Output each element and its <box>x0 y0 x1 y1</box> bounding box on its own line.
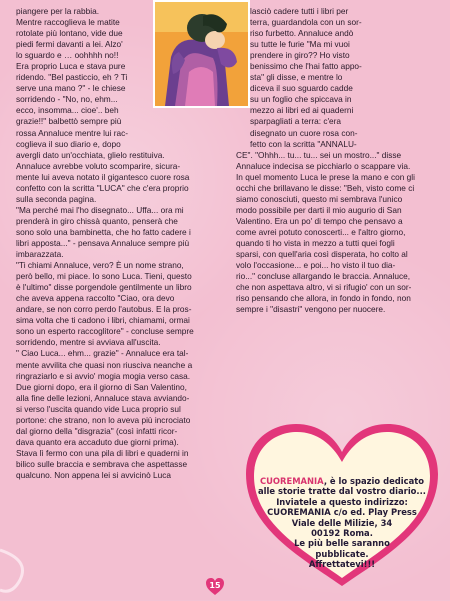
text-line: che non aspettava altro, vi si rifugio' con un sor- <box>236 282 412 293</box>
text-line: ridendo. "Bel pasticcio, eh ? Ti <box>16 72 128 83</box>
text-line: Annaluce avrebbe voluto scomparire, sicura- <box>16 160 181 171</box>
text-line: su un foglio che spiccava in <box>250 94 352 105</box>
text-line: quando ti ho vista in mezzo a tutti quei fogli <box>236 237 395 248</box>
text-line: che aveva appena raccolto "Ciao, ora devo <box>16 293 175 304</box>
text-line: mezzo ai libri ed ai quaderni <box>250 105 354 116</box>
text-line: occhi che brillavano le disse: "Beh, visto come ci <box>236 182 415 193</box>
heart-line: Inviatele a questo indirizzo: <box>276 496 408 507</box>
page-number: 15 <box>209 581 221 590</box>
swirl-decoration-icon <box>0 540 60 600</box>
text-line: imbarazzata. <box>16 249 64 260</box>
text-line: disegnato un cuore rosa con- <box>250 127 358 138</box>
text-line: confetto con la scritta "LUCA" che c'era proprio <box>16 182 189 193</box>
text-line: fetto con la scritta "ANNALU- <box>250 138 357 149</box>
text-line: è l'ultimo" disse porgendole gentilmente un libro <box>16 282 192 293</box>
text-line: In quel momento Luca le prese la mano e con gli <box>236 171 415 182</box>
text-line: volo l'occasione... e poi... ho visto il tuo dia- <box>236 260 396 271</box>
text-line: andare, se non corro perdo l'autobus. E la pros- <box>16 304 192 315</box>
cuoremania-heart-box <box>242 420 442 590</box>
heart-box-text <box>256 476 428 570</box>
text-line: come avrei potuto conoscerti... e l'altro giorno, <box>236 226 406 237</box>
cuoremania-brand: CUOREMANIA <box>259 476 324 486</box>
text-line: libri apposta..." - pensava Annaluce sempre più <box>16 237 190 248</box>
text-line: "Ma perché mai l'ho disegnato... Uffa... ora mi <box>16 204 184 215</box>
text-line: lasciò cadere tutti i libri per <box>250 6 349 16</box>
text-line: Era proprio Luca e stava pure <box>16 61 126 72</box>
heart-line: , è lo spazio dedicato <box>323 476 425 486</box>
text-line: su tutte le furie "Ma mi vuoi <box>250 39 350 50</box>
text-line: sparsi, con quell'aria così disperata, ho colto al <box>236 249 408 260</box>
text-line: siamo conosciuti, questo mi sembrava l'unico <box>236 193 403 204</box>
text-line: però bello, mi piace. Io sono Luca. Tieni, questo <box>16 271 192 282</box>
text-line: dal giorno della "disgrazia" (così infatti ricor- <box>16 425 178 436</box>
text-line: serve una mano ?" - le chiese <box>16 83 126 94</box>
text-line: " Ciao Luca... ehm... grazie" - Annaluce era tal- <box>16 348 189 359</box>
text-line: rio..." concluse allargando le braccia. Annaluce, <box>236 271 411 282</box>
text-line: Annaluce indecisa se picchiarlo o scappare via. <box>236 160 411 171</box>
text-line: rossa Annaluce mentre lui rac- <box>16 127 129 138</box>
text-line: sorridendo - "No, no, ehm... <box>16 94 118 105</box>
text-line: ecco, insomma... cioe'.. beh <box>16 105 119 116</box>
text-line: diceva il suo sguardo cadde <box>250 83 353 94</box>
heart-line: alle storie tratte dal vostro diario... <box>258 486 426 497</box>
text-line: benissimo che l'hai fatto appo- <box>250 61 362 72</box>
text-line: riso pensando che allora, in fondo in fondo, non <box>236 293 411 304</box>
text-line: piedi fermi davanti a lei. Alzo' <box>16 39 123 50</box>
text-line: alla fine delle lezioni, Annaluce stava avviando- <box>16 392 190 403</box>
text-line: coglieva il suo diario e, dopo <box>16 138 121 149</box>
text-line: ringraziarlo e si avvio' mogia mogia verso casa. <box>16 370 191 381</box>
text-line: mente avvilita che quasi non riusciva neanche a <box>16 359 193 370</box>
text-line: sorridendo, mentre si avviava all'uscita. <box>16 337 161 348</box>
text-line: prenderà in giro chissà quanto, penserà che <box>16 215 178 226</box>
right-text-column <box>250 6 436 150</box>
text-line: terra, guardandola con un sor- <box>250 17 362 28</box>
text-line: si verso l'uscita quando vide Luca proprio sul <box>16 403 181 414</box>
text-line: sempre i "disastri" vengono per nuocere. <box>236 304 386 315</box>
heart-address-line: 00192 Roma. <box>311 528 373 539</box>
right-text-column-wide <box>236 150 442 316</box>
text-line: sima volta che ti cadono i libri, chiamami, ormai <box>16 315 190 326</box>
page-number-badge <box>206 578 224 596</box>
text-line: Stava lì fermo con una pila di libri e quaderni in <box>16 447 189 458</box>
text-line: qualcuno. Non appena lei si avvicinò Luca <box>16 469 171 480</box>
text-line: CE". "Ohhh... tu... tu... sei un mostro..." disse <box>236 149 402 160</box>
heart-address-line: CUOREMANIA c/o ed. Play Press <box>267 507 417 518</box>
text-line: sono solo una bambinetta, che ho fatto cadere i <box>16 226 191 237</box>
text-line: Due giorni dopo, era il giorno di San Valentino, <box>16 381 187 392</box>
text-line: modo possibile per darti il mio augurio di San <box>236 204 402 215</box>
text-line: rotolate più lontano, vide due <box>16 28 123 39</box>
text-line: "Ti chiami Annaluce, vero? È un nome strano, <box>16 260 184 271</box>
text-line: bilico sulle braccia e sembrava che aspettasse <box>16 458 188 469</box>
heart-line: Le più belle saranno <box>294 538 390 549</box>
text-line: sulla seconda pagina. <box>16 193 97 204</box>
text-line: sta" gli disse, e mentre lo <box>250 72 343 83</box>
text-line: Mentre raccoglieva le matite <box>16 17 120 28</box>
text-line: grazie!!" balbettò sempre più <box>16 116 122 127</box>
text-line: sono un esperto raccoglitore" - concluse sempre <box>16 326 194 337</box>
text-line: sparpagliati a terra: c'era <box>250 116 342 127</box>
left-text-column <box>16 6 237 481</box>
text-line: riso furbetto. Annaluce andò <box>250 28 354 39</box>
heart-line: pubblicate. <box>315 548 369 559</box>
text-line: prendere in giro?? Ho visto <box>250 50 350 61</box>
text-line: avergli dato un'occhiata, glielo restituiva. <box>16 149 165 160</box>
text-line: lo sguardo e … oohhhh no!! <box>16 50 119 61</box>
text-line: mente lui aveva notato il gigantesco cuore rosa <box>16 171 190 182</box>
heart-line: Affrettatevi!!! <box>308 559 376 570</box>
text-line: piangere per la rabbia. <box>16 6 100 16</box>
heart-address-line: Viale delle Milizie, 34 <box>291 517 393 528</box>
text-line: Valentino. Era un po' di tempo che pensavo a <box>236 215 403 226</box>
text-line: dava quanto era accaduto due giorni prima). <box>16 436 179 447</box>
text-line: portone: che strano, non lo aveva più incrociato <box>16 414 191 425</box>
